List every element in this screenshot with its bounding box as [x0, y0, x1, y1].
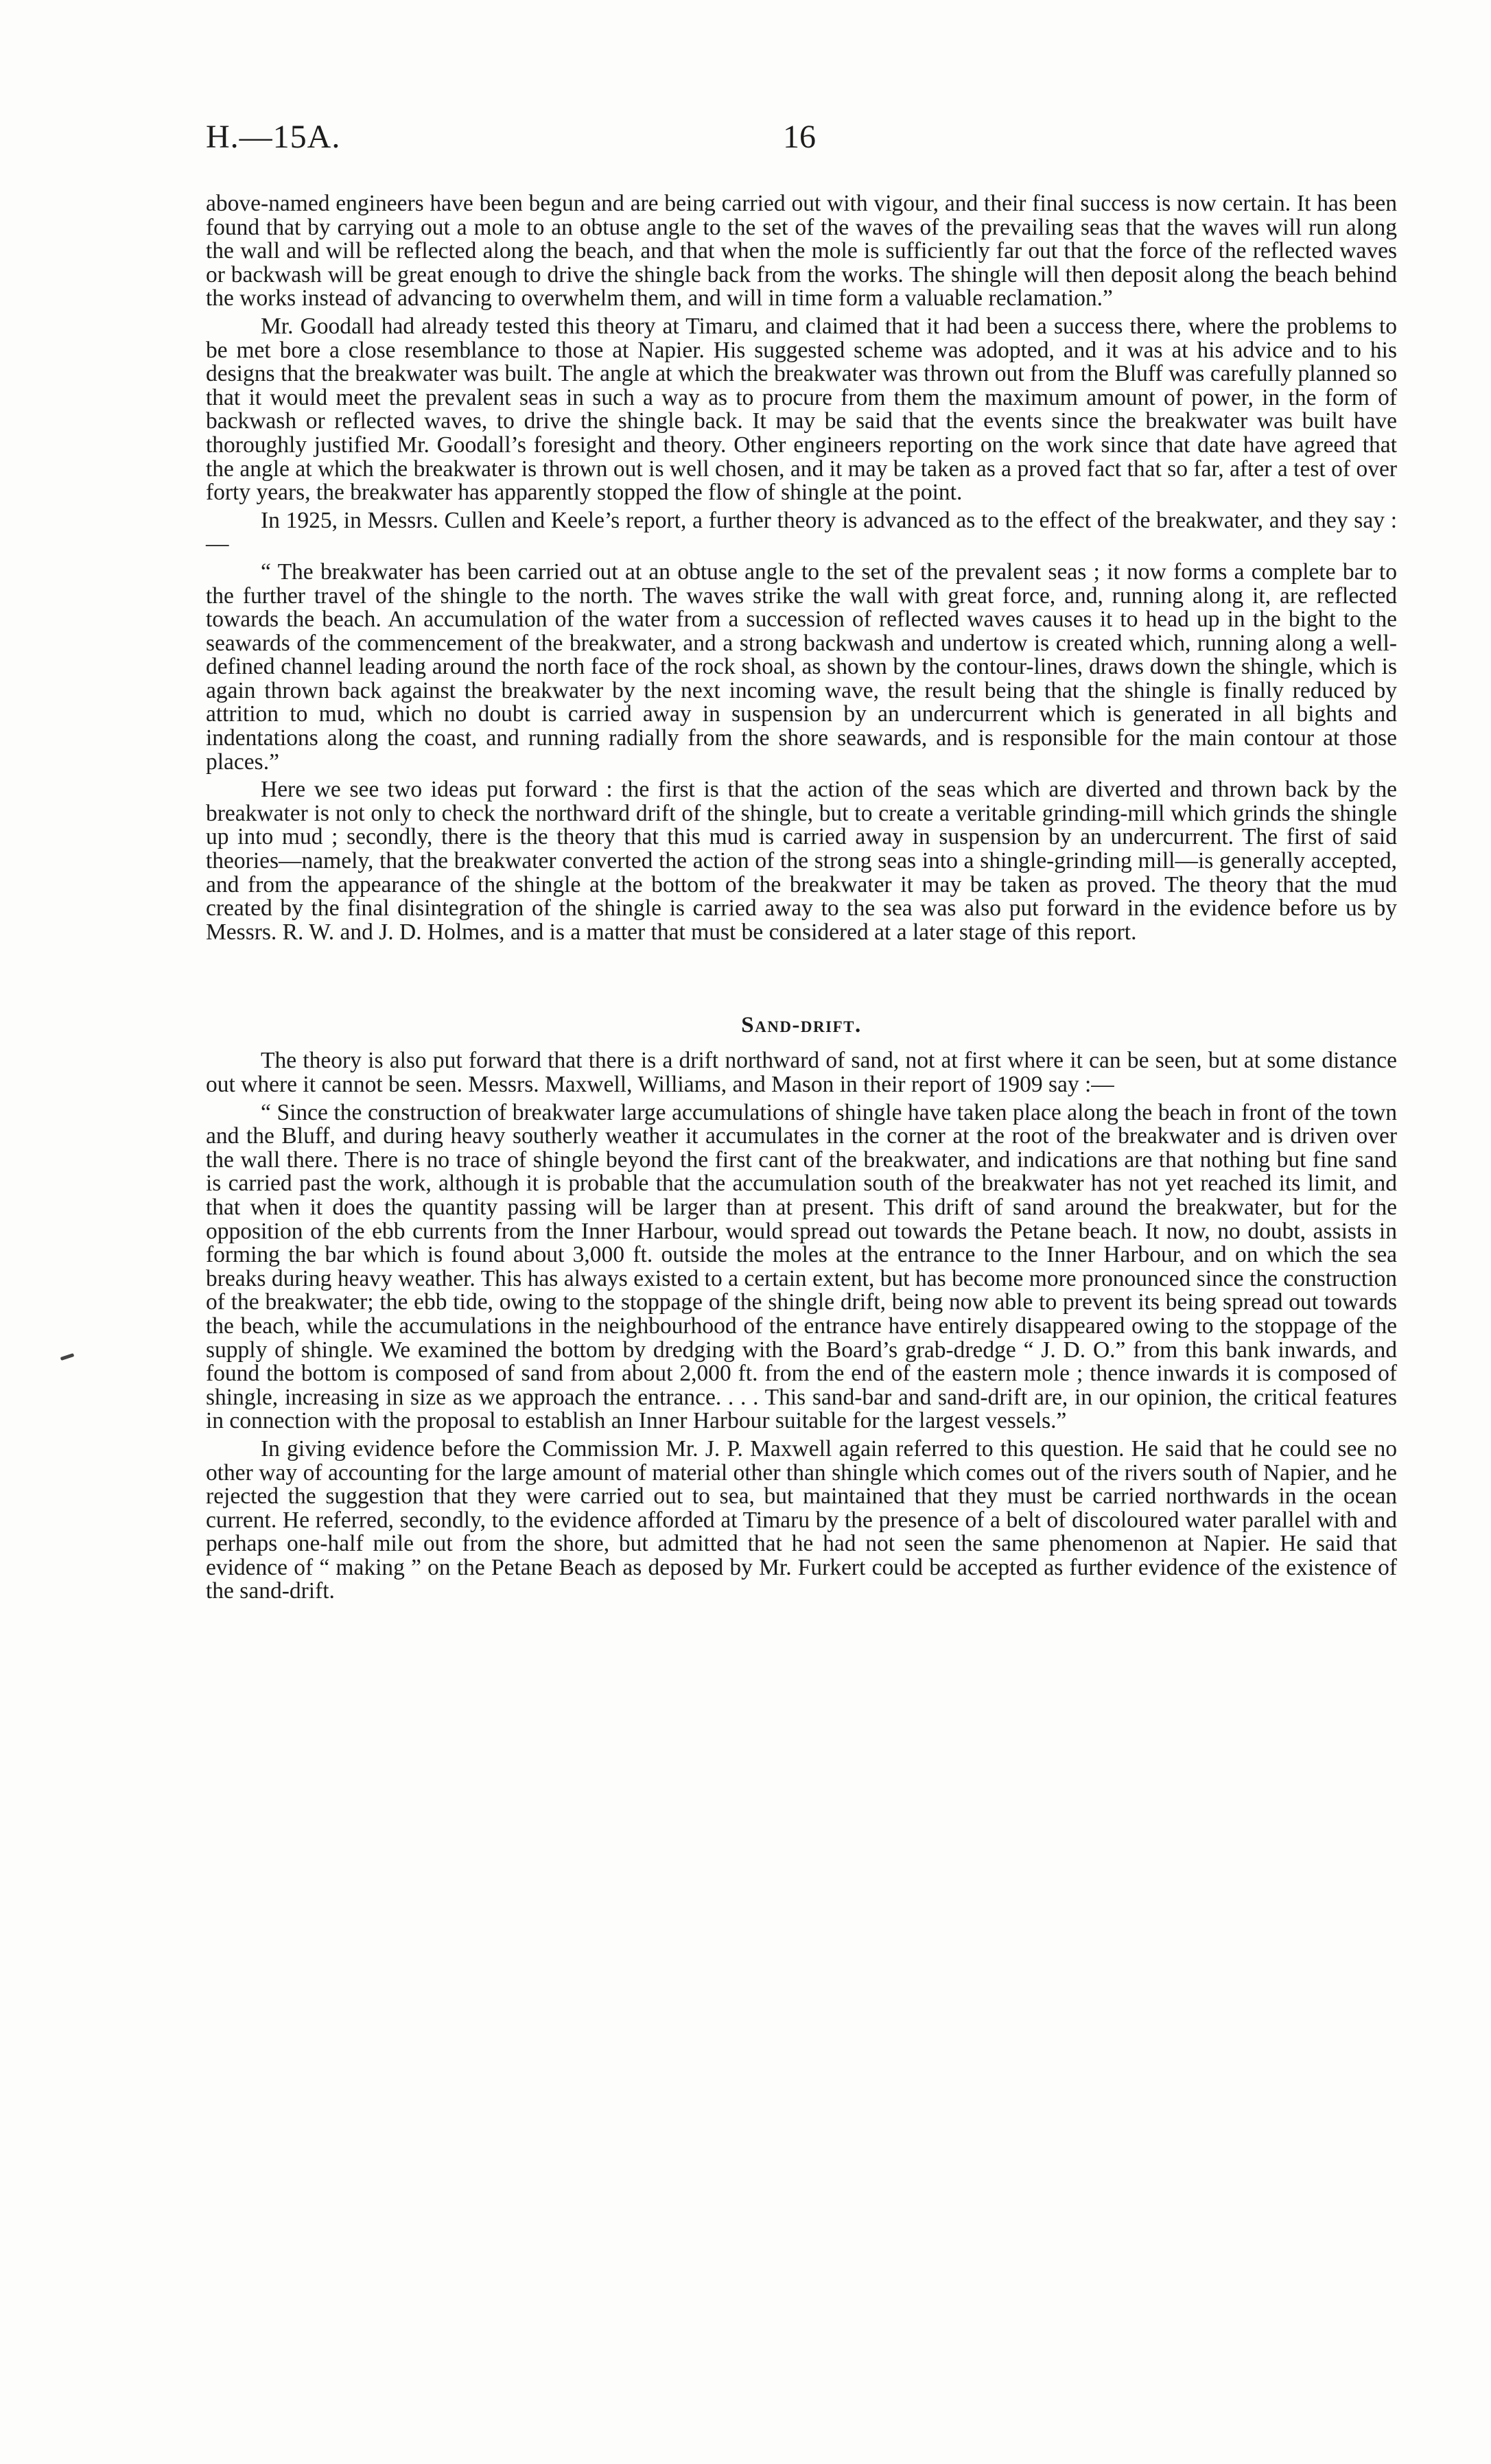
paragraph: Mr. Goodall had already tested this theory at Timaru, and claimed that it had been a success there, where the problems to be met bore a close resemblance to those at Napier. His suggested scheme was adopted, and it was at his advice and to his designs that the breakwater was built. The angle at which the breakwater was thrown out from the Bluff was carefully planned so that it would meet the prevalent seas in such a way as to procure from them the maximum amount of power, in the form of backwash or reflected waves, to drive the shingle back. It may be said that the events since the breakwater was built have thoroughly justified Mr. Goodall’s foresight and theory. Other engineers reporting on the work since that date have agreed that the angle at which the breakwater is thrown out is well chosen, and it may be taken as a proved fact that so far, after a test of over forty years, the breakwater has apparently stopped the flow of shingle at the point. [206, 313, 1397, 506]
document-reference: H.—15A. [206, 119, 341, 155]
page-header [206, 118, 1393, 166]
paragraph: In 1925, in Messrs. Cullen and Keele’s report, a further theory is advanced as to the effect of the breakwater, and they say :— [206, 507, 1397, 557]
quoted-paragraph: “ Since the construction of breakwater large accumulations of shingle have taken place along the beach in front of the town and the Bluff, and during heavy southerly weather it accumulates in the corner at the root of the breakwater and is driven over the wall there. There is no trace of shingle beyond the first cant of the breakwater, and indications are that nothing but fine sand is carried past the work, although it is probable that the accumulation south of the breakwater has not yet reached its limit, and that when it does the quantity passing will be larger than at present. This drift of sand around the breakwater, but for the opposition of the ebb currents from the Inner Harbour, would spread out towards the Petane beach. It now, no doubt, assists in forming the bar which is found about 3,000 ft. outside the moles at the entrance to the Inner Harbour, and on which the sea breaks during heavy weather. This has always existed to a certain extent, but has become more pronounced since the construction of the breakwater; the ebb tide, owing to the stoppage of the shingle drift, being now able to prevent its being spread out towards the beach, while the accumulations in the neighbourhood of the entrance have entirely disappeared owing to the stoppage of the supply of shingle. We examined the bottom by dredging with the Board’s grab-dredge “ J. D. O.” from this bank inwards, and found the bottom is composed of sand from about 2,000 ft. from the end of the eastern mole ; thence inwards it is composed of shingle, increasing in size as we approach the entrance. . . . This sand-bar and sand-drift are, in our opinion, the critical features in connection with the proposal to establish an Inner Harbour suitable for the largest vessels.” [206, 1099, 1397, 1434]
paragraph: In giving evidence before the Commission Mr. J. P. Maxwell again referred to this question. He said that he could see no other way of accounting for the large amount of material other than shingle which comes out of the rivers south of Napier, and he rejected the suggestion that they were carried out to sea, but maintained that they must be carried northwards in the ocean current. He referred, secondly, to the evidence afforded at Timaru by the presence of a belt of discoloured water parallel with and perhaps one-half mile out from the shore, but admitted that he had not seen the same phenomenon at Napier. He said that evidence of “ making ” on the Petane Beach as deposed by Mr. Furkert could be accepted as further evidence of the existence of the sand-drift. [206, 1435, 1397, 1604]
quoted-paragraph: “ The breakwater has been carried out at an obtuse angle to the set of the prevalent seas ; it now forms a complete bar to the further travel of the shingle to the north. The waves strike the wall with great force, and, running along it, are reflected towards the beach. An accumulation of the water from a succession of reflected waves causes it to head up in the bight to the seawards of the commencement of the breakwater, and a strong backwash and undertow is created which, running along a well-defined channel leading around the north face of the rock shoal, as shown by the contour-lines, draws down the shingle, which is again thrown back against the breakwater by the next incoming wave, the result being that the shingle is finally reduced by attrition to mud, which no doubt is carried away in suspension by an undercurrent which is generated in all bights and indentations along the coast, and running radially from the shore seawards, and is responsible for the main contour at those places.” [206, 559, 1397, 775]
paragraph: above-named engineers have been begun and are being carried out with vigour, and their final success is now certain. It has been found that by carrying out a mole to an obtuse angle to the set of the waves of the prevailing seas that the waves will run along the wall and will be reflected along the beach, and that when the mole is sufficiently far out that the force of the reflected waves or backwash will be great enough to drive the shingle back from the works. The shingle will then deposit along the beach behind the works instead of advancing to overwhelm them, and will in time form a valuable reclamation.” [206, 191, 1397, 312]
page-body [206, 192, 1397, 1604]
paragraph: Here we see two ideas put forward : the first is that the action of the seas which are diverted and thrown back by the breakwater is not only to check the northward drift of the shingle, but to create a veritable grinding-mill which grinds the shingle up into mud ; secondly, there is the theory that this mud is carried away in suspension by an undercurrent. The first of said theories—namely, that the breakwater converted the action of the strong seas into a shingle-grinding mill—is generally accepted, and from the appearance of the shingle at the bottom of the breakwater it may be taken as proved. The theory that the mud created by the final disintegration of the shingle is carried away to the sea was also put forward in the evidence before us by Messrs. R. W. and J. D. Holmes, and is a matter that must be considered at a later stage of this report. [206, 777, 1397, 945]
paragraph: The theory is also put forward that there is a drift northward of sand, not at first where it can be seen, but at some distance out where it cannot be seen. Messrs. Maxwell, Williams, and Mason in their report of 1909 say :— [206, 1048, 1397, 1097]
section-heading: Sand-drift. [741, 1013, 862, 1038]
margin-mark [60, 1353, 75, 1361]
page-number: 16 [783, 119, 816, 155]
